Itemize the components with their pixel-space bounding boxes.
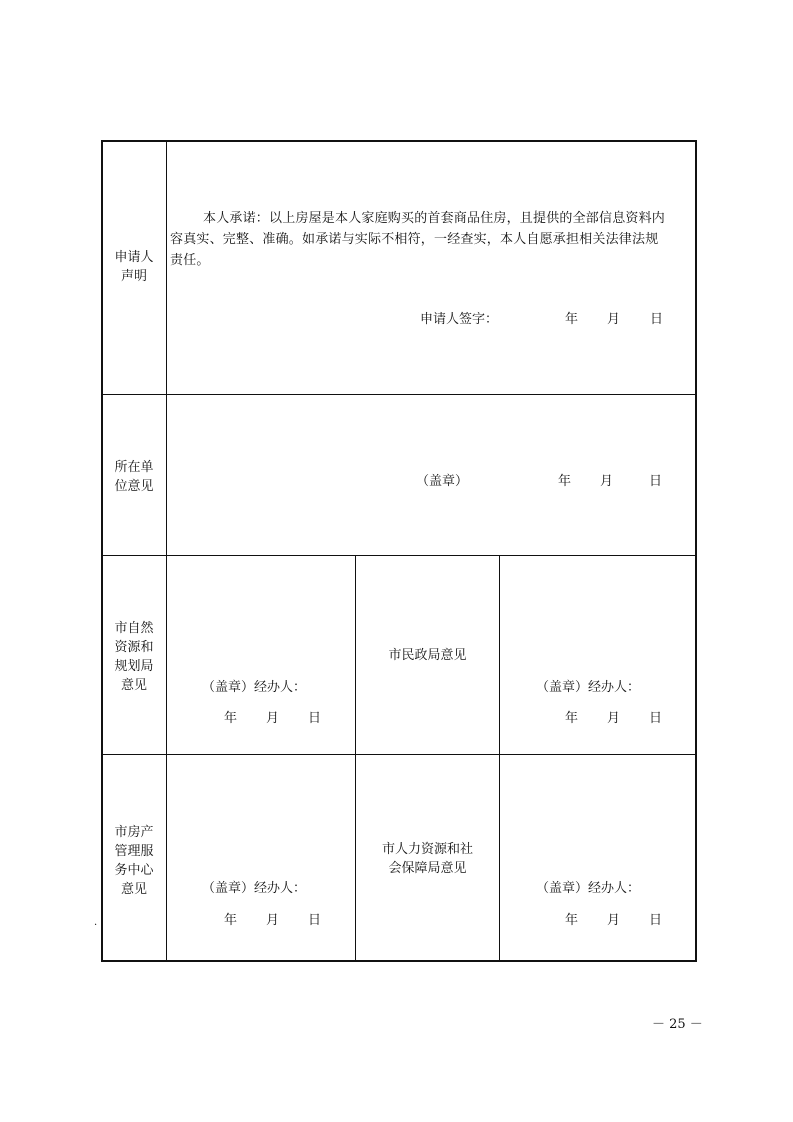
resources-bureau-label [102, 619, 166, 695]
housing-left-year: 年 [224, 913, 238, 928]
housing-left-sign: （盖章）经办人： [202, 881, 307, 896]
civil-affairs-opinion-title [356, 646, 499, 665]
applicant-year: 年 [565, 312, 579, 327]
hr-social-security-opinion-title [356, 840, 499, 878]
applicant-signature-label: 申请人签字： [420, 312, 499, 327]
label-line: 市自然 [114, 621, 154, 636]
employer-month: 月 [600, 474, 614, 489]
resources-left-sign: （盖章）经办人： [202, 680, 307, 695]
resources-right-sign: （盖章）经办人： [536, 680, 641, 695]
employer-year: 年 [558, 474, 572, 489]
label-line: 管理服 [114, 844, 154, 859]
applicant-day: 日 [650, 312, 664, 327]
declaration-line: 责任。 [170, 253, 210, 268]
resources-left-year: 年 [224, 711, 238, 726]
row-divider-1 [102, 394, 696, 395]
label-line: 规划局 [114, 659, 154, 674]
resources-right-year: 年 [565, 711, 579, 726]
row-divider-2 [102, 555, 696, 556]
title-line: 市人力资源和社 [381, 842, 473, 857]
employer-opinion-label [102, 458, 166, 496]
employer-seal: （盖章） [416, 474, 469, 489]
label-line: 所在单 [114, 460, 154, 475]
label-column-divider [166, 141, 167, 961]
applicant-declaration-label [102, 248, 166, 286]
employer-day: 日 [649, 474, 663, 489]
applicant-month: 月 [607, 312, 621, 327]
declaration-line: 容真实、完整、准确。如承诺与实际不相符，一经查实，本人自愿承担相关法律法规 [170, 232, 659, 247]
resources-left-month: 月 [266, 711, 280, 726]
inner-divider-right [499, 556, 500, 961]
label-line: 意见 [120, 882, 147, 897]
title-line: 市民政局意见 [388, 648, 467, 663]
resources-right-month: 月 [607, 711, 621, 726]
resources-left-day: 日 [308, 711, 322, 726]
declaration-line: 本人承诺：以上房屋是本人家庭购买的首套商品住房，且提供的全部信息资料内 [203, 211, 666, 226]
resources-right-day: 日 [649, 711, 663, 726]
label-line: 声明 [120, 269, 147, 284]
label-line: 申请人 [114, 250, 154, 265]
housing-right-month: 月 [607, 913, 621, 928]
housing-left-day: 日 [308, 913, 322, 928]
housing-right-sign: （盖章）经办人： [536, 881, 641, 896]
title-line: 会保障局意见 [388, 861, 467, 876]
housing-right-year: 年 [565, 913, 579, 928]
housing-center-label [102, 823, 166, 899]
label-line: 市房产 [114, 825, 154, 840]
label-line: 意见 [120, 678, 147, 693]
label-line: 务中心 [114, 863, 154, 878]
label-line: 位意见 [114, 479, 154, 494]
label-line: 资源和 [114, 640, 154, 655]
stray-mark: . [94, 917, 98, 928]
declaration-text [170, 208, 690, 271]
row-divider-3 [102, 754, 696, 755]
page-number: － 25 － [652, 1017, 703, 1032]
housing-left-month: 月 [266, 913, 280, 928]
housing-right-day: 日 [649, 913, 663, 928]
inner-divider-left [355, 556, 356, 961]
